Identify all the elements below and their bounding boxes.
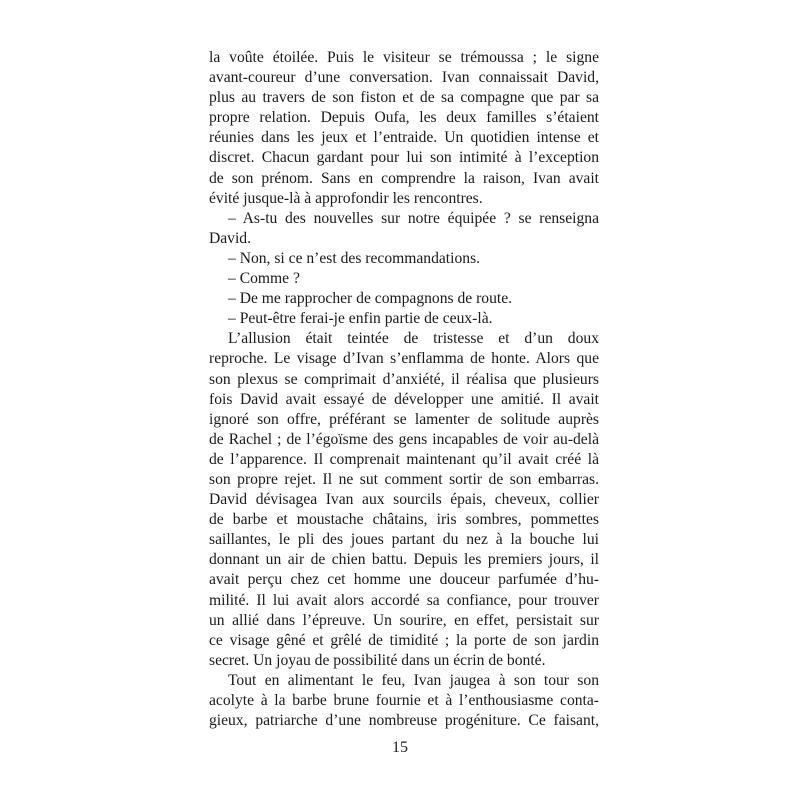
text-line: son propre rejet. Il ne sut comment sortir de son embarras. bbox=[209, 470, 599, 488]
body-text bbox=[209, 48, 599, 731]
text-line: gieux, patriarche d’une nombreuse progéniture. Ce faisant, bbox=[209, 712, 599, 730]
text-line: réunies dans les jeux et l’entraide. Un quotidien intense et bbox=[209, 129, 599, 147]
text-line: – Peut-être ferai-je enfin partie de ceux-là. bbox=[228, 310, 493, 328]
text-line: un allié dans l’épreuve. Un sourire, en effet, persistait sur bbox=[209, 611, 599, 629]
text-line: acolyte à la barbe brune fournie et à l’enthousiasme conta- bbox=[209, 692, 599, 709]
text-line: L’allusion était teintée de tristesse et d’un doux bbox=[228, 330, 599, 348]
text-line: fois David avait essayé de développer une amitié. Il avait bbox=[209, 390, 599, 408]
text-line: évité jusque-là à approfondir les rencontres. bbox=[209, 189, 483, 207]
text-line: – De me rapprocher de compagnons de route. bbox=[228, 290, 513, 308]
text-line: – Non, si ce n’est des recommandations. bbox=[228, 249, 481, 267]
text-line: discret. Chacun gardant pour lui son intimité à l’exception bbox=[209, 149, 599, 167]
text-line: saillantes, le pli des joues partant du nez à la bouche lui bbox=[209, 531, 599, 549]
text-line: la voûte étoilée. Puis le visiteur se trémoussa ; le signe bbox=[209, 49, 599, 66]
text-line: David. bbox=[209, 229, 252, 247]
text-line: donnant un air de chien battu. Depuis les premiers jours, il bbox=[209, 551, 599, 569]
text-line: avant-coureur d’une conversation. Ivan connaissait David, bbox=[209, 69, 599, 87]
text-line: de son prénom. Sans en comprendre la raison, Ivan avait bbox=[209, 169, 599, 187]
text-line: – Comme ? bbox=[228, 270, 300, 288]
text-line: de l’apparence. Il comprenait maintenant qu’il avait créé là bbox=[209, 450, 599, 468]
text-line: ce visage gêné et grêlé de timidité ; la porte de son jardin bbox=[209, 631, 599, 649]
text-line: ignoré son offre, préférant se lamenter de solitude auprès bbox=[209, 410, 599, 428]
page-number: 15 bbox=[392, 739, 408, 756]
text-line: reproche. Le visage d’Ivan s’enflamma de honte. Alors que bbox=[209, 350, 599, 368]
text-line: son plexus se comprimait d’anxiété, il réalisa que plusieurs bbox=[209, 370, 599, 388]
text-line: de Rachel ; de l’égoïsme des gens incapables de voir au-delà bbox=[209, 430, 599, 448]
text-line: plus au travers de son fiston et de sa compagne que par sa bbox=[209, 89, 599, 107]
text-line: propre relation. Depuis Oufa, les deux familles s’étaient bbox=[209, 109, 599, 127]
text-line: milité. Il lui avait alors accordé sa confiance, pour trouver bbox=[209, 591, 599, 609]
text-line: Tout en alimentant le feu, Ivan jaugea à son tour son bbox=[228, 671, 599, 689]
text-line: – As-tu des nouvelles sur notre équipée ? se renseigna bbox=[228, 209, 599, 227]
text-line: de barbe et moustache châtains, iris sombres, pommettes bbox=[209, 511, 599, 529]
text-line: secret. Un joyau de possibilité dans un écrin de bonté. bbox=[209, 651, 546, 669]
text-line: avait perçu chez cet homme une douceur parfumée d’hu- bbox=[209, 571, 599, 589]
text-line: David dévisagea Ivan aux sourcils épais, cheveux, collier bbox=[209, 491, 599, 509]
